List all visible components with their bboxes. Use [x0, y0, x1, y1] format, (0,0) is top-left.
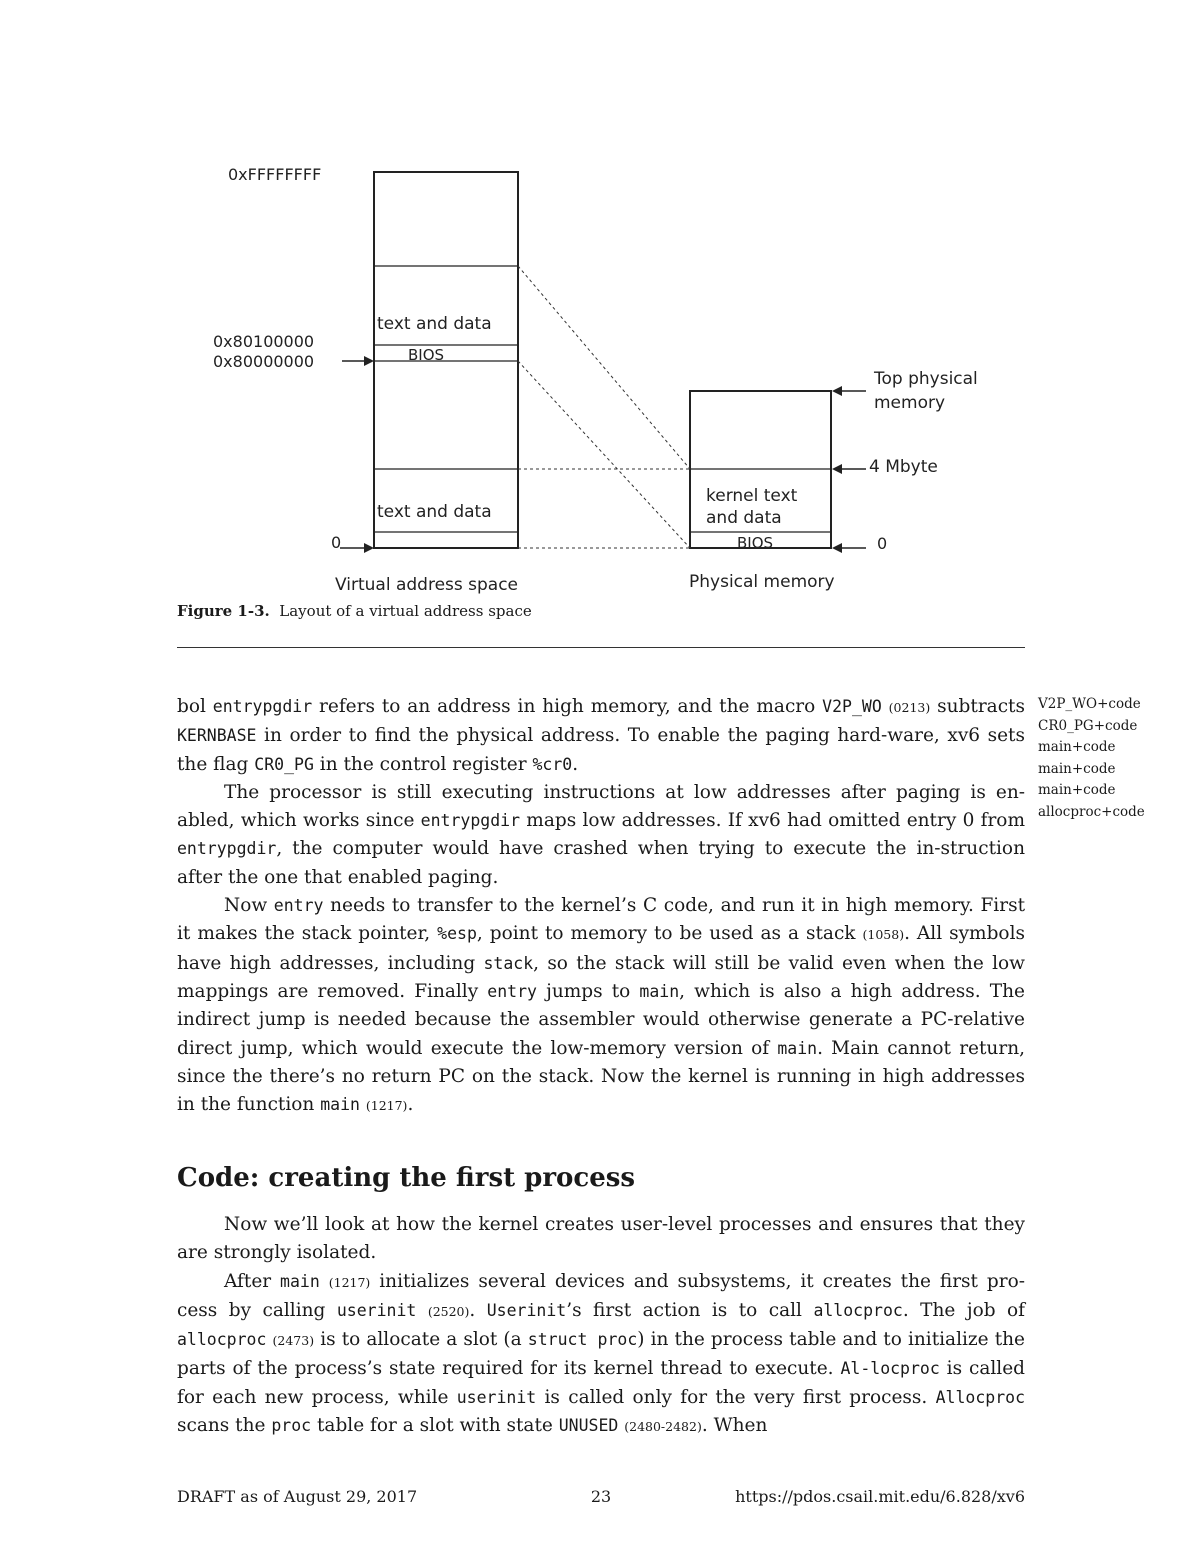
caption-virtual-address-space: Virtual address space: [335, 575, 519, 595]
margin-note: main+code: [1038, 782, 1116, 798]
memory-layout-figure: [0, 0, 1200, 620]
paragraph-low-addresses: The processor is still executing instructions at low addresses after paging is en-abled, which works since entrypgdir maps low addresses. If xv6 had omitted entry 0 from entrypgdir, the computer would have crashed when trying to execute the in-struction after the one that enabled paging.: [177, 781, 1025, 888]
label-phys-zero: 0: [877, 534, 888, 553]
page-number: 23: [590, 1487, 612, 1506]
margin-note: CR0_PG+code: [1038, 717, 1138, 734]
label-phys-kernel-text: kernel text: [706, 486, 798, 506]
section-heading: Code: creating the first process: [177, 1163, 636, 1193]
margin-notes: [1038, 694, 1188, 823]
paragraph-entry-transfer: Now entry needs to transfer to the kernel’s C code, and run it in high memory. First it makes the stack pointer, %esp, point to memory to be used as a stack (1058). All symbols have high addresses, including stack, so the stack will still be valid even when the low mappings are removed. Finally entry jumps to main, which is also a high address. The indirect jump is needed because the assembler would otherwise generate a PC-relative direct jump, which would execute the low-memory version of main. Main cannot return, since the there’s no return PC on the stack. Now the kernel is running in high addresses in the function main (1217).: [177, 895, 1025, 1116]
label-virt-zero: 0: [331, 533, 342, 552]
paragraph-paging: bol entrypgdir refers to an address in high memory, and the macro V2P_WO (0213) subtracts KERNBASE in order to find the physical address. To enable the paging hard-ware, xv6 sets the flag CR0_PG in the control register %cr0.: [177, 696, 1025, 775]
caption-physical-memory: Physical memory: [689, 572, 835, 592]
paragraph-userinit: After main (1217) initializes several devices and subsystems, it creates the first pro-cess by calling userinit (2520). Userinit’s first action is to call allocproc. The job of allocproc (2473) is to allocate a slot (a struct proc) in the process table and to initialize the parts of the process’s state required for its kernel thread to execute. Al-locproc is called for each new process, while userinit is called only for the very first process. Allocproc scans the proc table for a slot with state UNUSED (2480-2482). When: [177, 1270, 1026, 1437]
label-phys-and-data: and data: [706, 508, 782, 528]
footer-draft-date: DRAFT as of August 29, 2017: [177, 1487, 418, 1506]
arrow-virt-zero: [340, 543, 374, 553]
map-line-high-bottom: [518, 361, 690, 548]
virtual-address-box: [374, 172, 518, 548]
figure-caption-label: Figure 1-3.: [177, 602, 270, 620]
margin-note: V2P_WO+code: [1038, 696, 1141, 712]
arrow-phys-zero: [832, 543, 866, 553]
label-addr-80100000: 0x80100000: [213, 332, 315, 351]
label-virt-bios: BIOS: [408, 346, 445, 364]
label-addr-80000000: 0x80000000: [213, 352, 315, 371]
figure-caption: [177, 602, 532, 620]
label-phys-top: Top physical: [874, 369, 978, 389]
label-virt-text-high: text and data: [377, 314, 492, 334]
label-addr-top: 0xFFFFFFFF: [228, 165, 322, 184]
paragraph-user-processes: Now we’ll look at how the kernel creates user-level processes and ensures that they are strongly isolated.: [177, 1214, 1025, 1264]
map-line-high-top: [518, 266, 690, 469]
body-text-upper: [177, 693, 1025, 1120]
label-phys-4mb: 4 Mbyte: [869, 457, 938, 477]
figure-caption-text: Layout of a virtual address space: [279, 602, 532, 620]
label-virt-text-low: text and data: [377, 502, 492, 522]
margin-note: allocproc+code: [1038, 803, 1145, 820]
body-text-lower: [177, 1211, 1025, 1441]
margin-note: main+code: [1038, 739, 1116, 755]
arrow-top-physical: [832, 386, 866, 396]
margin-note: main+code: [1038, 760, 1116, 777]
arrow-4mbyte: [832, 464, 866, 474]
figure-divider: [177, 647, 1025, 648]
label-phys-top-memory: memory: [874, 393, 946, 413]
label-phys-bios: BIOS: [737, 534, 774, 552]
arrow-0x80000000: [342, 356, 374, 366]
footer-url[interactable]: https://pdos.csail.mit.edu/6.828/xv6: [735, 1487, 1025, 1506]
